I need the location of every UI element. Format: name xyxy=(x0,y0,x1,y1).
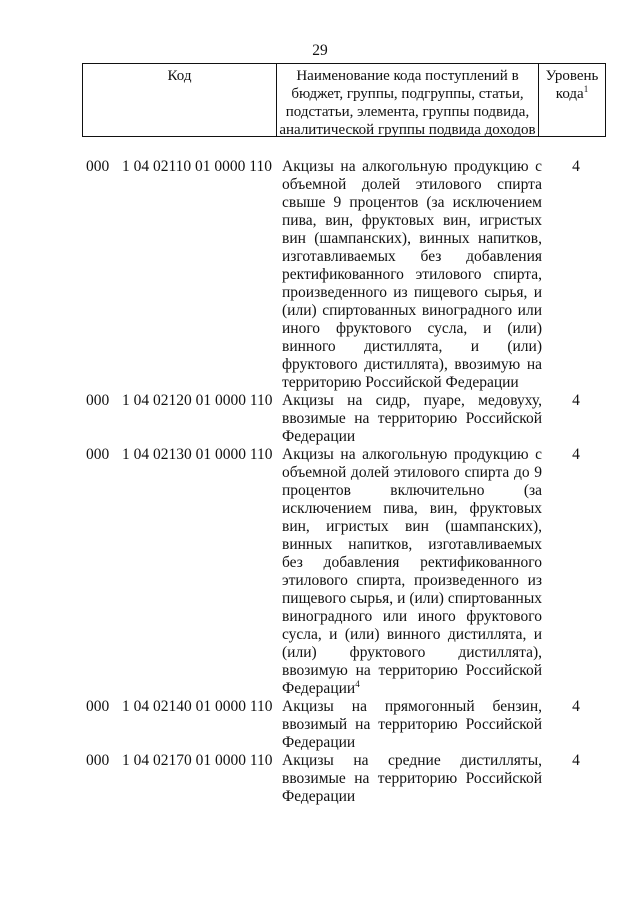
footnote-marker: 4 xyxy=(355,678,360,689)
revenue-code: 1 04 02170 01 0000 110 xyxy=(122,752,273,769)
code-level: 4 xyxy=(572,446,580,463)
header-level-label-2: кода$^1$ xyxy=(555,84,589,102)
table-row xyxy=(86,392,606,446)
table-row xyxy=(86,752,606,806)
table-row xyxy=(86,158,606,392)
header-level-footnote: 1 xyxy=(583,84,589,94)
table-row xyxy=(86,446,606,698)
revenue-code: 1 04 02110 01 0000 110 xyxy=(122,158,272,175)
header-level xyxy=(539,64,605,136)
code-level: 4 xyxy=(572,392,580,409)
revenue-name: Акцизы на алкогольную продукцию с объемной долей этилового спирта свыше 9 процентов (за исключением пива, вин, фруктовых вин, игристых вин (шампанских), винных напитков, изготавливаемых без добавления ректификованного этилового спирта, произведенного из пищевого сырья, и (или) спиртованных виноградного или иного фруктового сусла, и (или) винного дистиллята, и (или) фруктового дистиллята), ввозимую на территорию Российской Федерации xyxy=(282,158,542,391)
admin-code: 000 xyxy=(86,446,110,463)
header-name: Наименование кода поступлений в бюджет, группы, подгруппы, статьи, подстатьи, элемента, группы подвида, аналитической группы подвида доходов xyxy=(277,64,539,136)
revenue-name: Акцизы на алкогольную продукцию с объемной долей этилового спирта до 9 процентов включительно (за исключением пива, вин, фруктовых вин, игристых вин (шампанских), винных напитков, изготавливаемых без добавления ректификованного этилового спирта, произведенного из пищевого сырья, и (или) спиртованных виноградного или иного фруктового сусла, и (или) винного дистиллята, и (или) фруктового дистиллята), ввозимую на территорию Российской Федерации$^4$ xyxy=(282,446,542,697)
header-level-label: Уровень xyxy=(545,68,599,84)
revenue-code: 1 04 02140 01 0000 110 xyxy=(122,698,273,715)
code-level: 4 xyxy=(572,752,580,769)
revenue-name: Акцизы на сидр, пуаре, медовуху, ввозимые на территорию Российской Федерации xyxy=(282,392,542,445)
table-header xyxy=(82,63,606,137)
revenue-code: 1 04 02130 01 0000 110 xyxy=(122,446,273,463)
code-level: 4 xyxy=(572,698,580,715)
admin-code: 000 xyxy=(86,392,110,409)
code-level: 4 xyxy=(572,158,580,175)
admin-code: 000 xyxy=(86,158,110,175)
header-code: Код xyxy=(83,64,277,136)
revenue-code: 1 04 02120 01 0000 110 xyxy=(122,392,273,409)
admin-code: 000 xyxy=(86,752,110,769)
table-body xyxy=(86,158,606,806)
revenue-name: Акцизы на прямогонный бензин, ввозимый на территорию Российской Федерации xyxy=(282,698,542,751)
revenue-name: Акцизы на средние дистилляты, ввозимые на территорию Российской Федерации xyxy=(282,752,542,805)
table-row xyxy=(86,698,606,752)
page-number: 29 xyxy=(312,42,328,59)
admin-code: 000 xyxy=(86,698,110,715)
